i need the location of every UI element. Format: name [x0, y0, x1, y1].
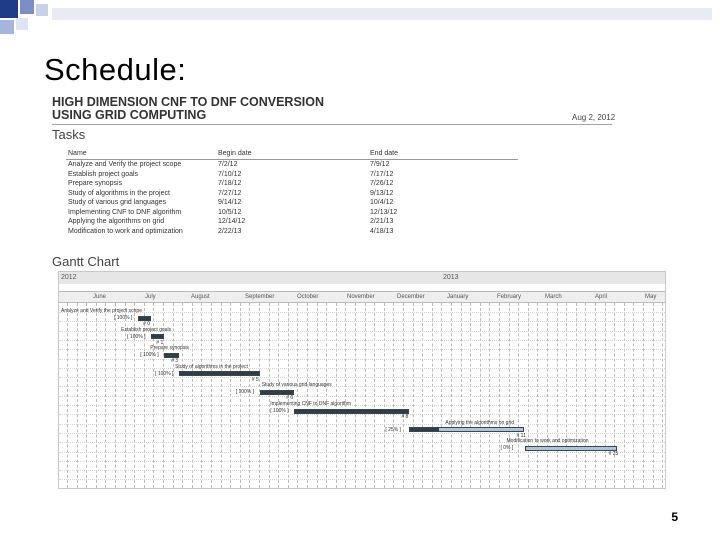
- gantt-task-bar[interactable]: [294, 409, 409, 414]
- end-date-cell: 7/26/12: [370, 180, 394, 187]
- gantt-progress-fill: [410, 428, 438, 431]
- tasks-table: [66, 149, 518, 236]
- gantt-row-line: [59, 424, 665, 425]
- table-row: [66, 208, 518, 218]
- gantt-row-line: [59, 386, 665, 387]
- gantt-task-bar[interactable]: [409, 427, 524, 432]
- task-name-cell: Applying the algorithms on grid: [68, 218, 165, 225]
- column-header-name: Name: [68, 150, 87, 157]
- gantt-month-label: June: [93, 294, 107, 300]
- gantt-progress-fill: [152, 335, 163, 338]
- title-divider: [52, 124, 612, 125]
- table-row: [66, 170, 518, 180]
- gantt-progress-fill: [180, 372, 259, 375]
- table-row: [66, 160, 518, 170]
- gantt-progress-label: [ 100% ]: [235, 389, 255, 396]
- gantt-progress-label: [ 100% ]: [127, 333, 146, 340]
- gantt-progress-label: [ 100% ]: [113, 315, 133, 321]
- gantt-row-line: [59, 312, 665, 313]
- gantt-task-id: # 0: [143, 321, 151, 327]
- gantt-row-line: [59, 359, 665, 360]
- gantt-progress-fill: [139, 317, 150, 320]
- gantt-month-row: [59, 291, 665, 303]
- begin-date-cell: 7/10/12: [218, 170, 242, 178]
- gantt-row-line: [59, 368, 665, 369]
- gantt-progress-fill: [165, 354, 178, 357]
- task-name-cell: Study of algorithms in the project: [68, 189, 170, 197]
- gantt-progress-label: [ 100% ]: [140, 352, 159, 359]
- gantt-task-label: Study of various grid languages: [261, 382, 332, 389]
- gantt-task-id: # 25: [608, 451, 619, 458]
- document-title: [52, 96, 324, 122]
- gantt-task-id: # 6: [286, 395, 294, 402]
- begin-date-cell: 12/14/12: [218, 218, 246, 225]
- gantt-progress-label: [ 0% ]: [500, 445, 514, 452]
- gantt-task-bar[interactable]: [151, 334, 164, 339]
- gantt-month-label: December: [397, 294, 425, 300]
- end-date-cell: 4/18/13: [370, 227, 394, 235]
- gantt-task-label: Study of algorithms in the project: [175, 363, 248, 370]
- begin-date-cell: 10/5/12: [218, 208, 242, 216]
- end-date-cell: 10/4/12: [370, 199, 394, 206]
- gantt-month-label: July: [145, 294, 156, 300]
- begin-date-cell: 7/27/12: [218, 189, 242, 197]
- column-header-begin: Begin date: [218, 150, 252, 157]
- tasks-heading: Tasks: [52, 127, 86, 142]
- end-date-cell: 2/21/13: [370, 218, 394, 225]
- task-name-cell: Establish project goals: [68, 170, 139, 178]
- gantt-progress-fill: [261, 391, 294, 394]
- gantt-row-line: [59, 405, 665, 406]
- end-date-cell: 7/17/12: [370, 170, 394, 178]
- gantt-heading: Gantt Chart: [52, 254, 120, 269]
- gantt-row-line: [59, 470, 665, 471]
- gantt-progress-label: [ 25% ]: [385, 426, 401, 433]
- gantt-task-label: Prepare synopsis: [150, 345, 189, 352]
- gantt-progress-fill: [295, 410, 408, 413]
- gantt-month-label: March: [545, 294, 562, 300]
- gantt-row-line: [59, 433, 665, 434]
- gantt-task-id: # 3: [171, 358, 179, 365]
- document-title-line2: USING GRID COMPUTING: [52, 108, 207, 122]
- begin-date-cell: 7/2/12: [218, 161, 238, 168]
- gantt-task-label: Modification to work and optimization: [506, 438, 589, 445]
- gantt-task-bar[interactable]: [138, 316, 151, 321]
- gantt-task-id: # 1: [156, 339, 164, 346]
- table-row: [66, 217, 518, 227]
- gantt-row-line: [59, 452, 665, 453]
- gantt-task-bar[interactable]: [260, 390, 295, 395]
- gantt-row-line: [59, 479, 665, 480]
- gantt-task-label: Analyze and Verify the project scope: [61, 308, 142, 314]
- gantt-month-label: August: [191, 294, 210, 300]
- table-row: [66, 189, 518, 199]
- column-header-end: End date: [370, 150, 399, 157]
- task-name-cell: Modification to work and optimization: [68, 227, 183, 235]
- table-row: [66, 179, 518, 189]
- document-title-line1: HIGH DIMENSION CNF TO DNF CONVERSION: [52, 95, 325, 109]
- begin-date-cell: 2/22/13: [218, 227, 242, 235]
- gantt-row-line: [59, 396, 665, 397]
- gantt-chart: [58, 271, 666, 489]
- end-date-cell: 12/13/12: [370, 208, 398, 216]
- gantt-year-label: 2012: [61, 274, 77, 281]
- gantt-month-label: November: [347, 294, 375, 300]
- gantt-row-line: [59, 377, 665, 378]
- gantt-row-line: [59, 414, 665, 415]
- begin-date-cell: 9/14/12: [218, 199, 242, 206]
- task-name-cell: Prepare synopsis: [68, 180, 123, 187]
- gantt-month-label: April: [595, 294, 608, 300]
- end-date-cell: 9/13/12: [370, 189, 394, 197]
- gantt-row-line: [59, 340, 665, 341]
- tasks-table-header: [66, 149, 518, 160]
- end-date-cell: 7/9/12: [370, 161, 390, 168]
- task-name-cell: Implementing CNF to DNF algorithm: [68, 208, 182, 216]
- gantt-month-label: September: [245, 294, 275, 300]
- gantt-progress-label: [ 100% ]: [155, 370, 174, 377]
- gantt-year-row: [59, 272, 665, 284]
- table-row: [66, 198, 518, 208]
- begin-date-cell: 7/18/12: [218, 180, 242, 187]
- project-document: [52, 92, 672, 492]
- gantt-month-label: May: [645, 294, 657, 300]
- gantt-task-label: Implementing CNF to DNF algorithm: [270, 401, 352, 407]
- gantt-progress-label: [ 100% ]: [270, 408, 289, 414]
- task-name-cell: Study of various grid languages: [68, 199, 167, 206]
- gantt-task-bar[interactable]: [179, 371, 260, 376]
- gantt-task-label: Applying the algorithms on grid: [445, 419, 515, 426]
- gantt-month-label: January: [447, 294, 469, 300]
- gantt-task-id: # 8: [401, 414, 409, 420]
- gantt-task-id: # 5: [251, 376, 259, 383]
- gantt-task-bar[interactable]: [525, 446, 617, 451]
- slide-title: Schedule:: [44, 52, 187, 87]
- gantt-month-label: February: [497, 294, 522, 300]
- gantt-task-id: # 11: [516, 432, 526, 439]
- document-date: Aug 2, 2012: [572, 113, 616, 122]
- gantt-task-label: Establish project goals: [121, 326, 172, 333]
- table-row: [66, 227, 518, 237]
- task-name-cell: Analyze and Verify the project scope: [68, 161, 182, 168]
- gantt-row-line: [59, 461, 665, 462]
- gantt-year-label: 2013: [443, 274, 459, 281]
- gantt-month-label: October: [297, 294, 319, 300]
- page-number: 5: [671, 510, 678, 524]
- gantt-task-bar[interactable]: [164, 353, 179, 358]
